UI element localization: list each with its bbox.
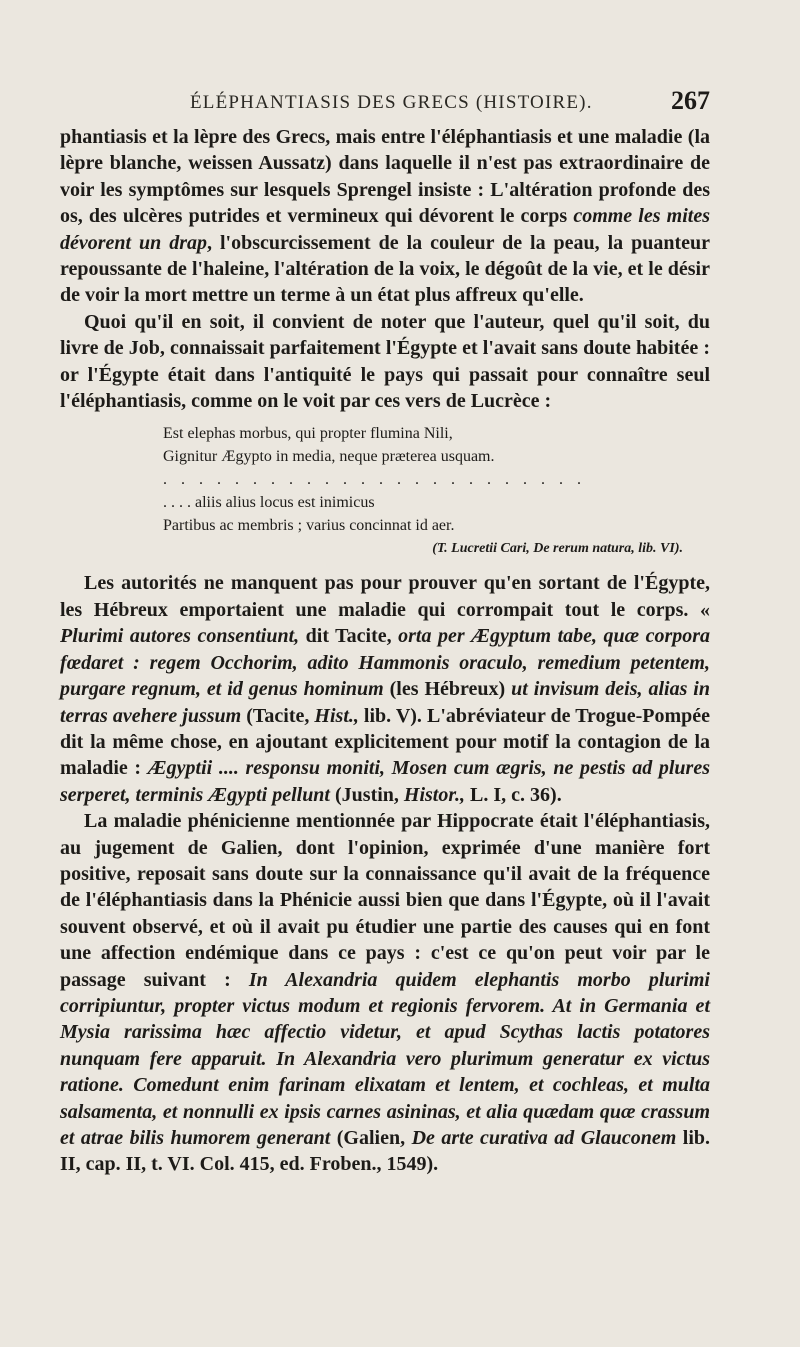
- page-header: [60, 86, 710, 120]
- body-text: [60, 124, 710, 1178]
- lucretius-quote: [163, 422, 683, 560]
- paragraph-4: La maladie phénicienne mentionnée par Hippocrate était l'éléphantiasis, au jugement de Galien, dont l'opinion, exprimée d'une manière fort positive, reposait sans doute sur la connaissance qu'il avait de la fréquence de l'éléphantiasis dans la Phénicie aussi bien que dans l'Égypte, où il l'avait souvent observé, et où il avait pu étudier une partie des causes qui en font une affection endémique dans ce pays : c'est ce qu'on peut voir par le passage suivant : In Alexandria quidem elephantis morbo plurimi corripiuntur, propter victus modum et regionis fervorem. At in Germania et Mysia rarissima hæc affectio videtur, et apud Scythas lactis potatores nunquam fere apparuit. In Alexandria vero plurimum generatur ex victus ratione. Comedunt enim farinam elixatam et lentem, et cochleas, et multa salsamenta, et nonnulli ex ipsis carnes asininas, et alia quædam quæ crassum et atrae bilis humorem generant (Galien, De arte curativa ad Glauconem lib. II, cap. II, t. VI. Col. 415, ed. Froben., 1549).: [60, 810, 710, 1176]
- page-number: 267: [671, 86, 710, 115]
- quote-ellipsis: . . . . . . . . . . . . . . . . . . . . . . . .: [163, 471, 586, 489]
- quote-line-4: Partibus ac membris ; varius concinnat id aer.: [163, 517, 455, 535]
- quote-attribution: (T. Lucretii Cari, De rerum natura, lib. VI).: [432, 541, 683, 557]
- paragraph-2: Quoi qu'il en soit, il convient de noter que l'auteur, quel qu'il soit, du livre de Job, connaissait parfaitement l'Égypte et l'avait sans doute habitée : or l'Égypte était dans l'antiquité le pays qui passait pour connaître seul l'éléphantiasis, comme on le voit par ces vers de Lucrèce :: [60, 310, 710, 413]
- running-title: ÉLÉPHANTIASIS DES GRECS (HISTOIRE).: [190, 92, 593, 113]
- quote-line-2: Gignitur Ægypto in media, neque præterea usquam.: [163, 448, 495, 466]
- paragraph-1: phantiasis et la lèpre des Grecs, mais entre l'éléphantiasis et une maladie (la lèpre blanche, weissen Aussatz) dans laquelle il n'est pas extraordinaire de voir les symptômes sur lesquels Sprengel insiste : L'altération profonde des os, des ulcères putrides et vermineux qui dévorent le corps comme les mites dévorent un drap, l'obscurcissement de la couleur de la peau, la puanteur repoussante de l'haleine, l'altération de la voix, le dégoût de la vie, et le désir de voir la mort mettre un terme à un état plus affreux qu'elle.: [60, 126, 710, 307]
- quote-line-1: Est elephas morbus, qui propter flumina Nili,: [163, 425, 453, 443]
- paragraph-3: Les autorités ne manquent pas pour prouver qu'en sortant de l'Égypte, les Hébreux emportaient une maladie qui corrompait tout le corps. « Plurimi autores consentiunt, dit Tacite, orta per Ægyptum tabe, quæ corpora fœdaret : regem Occhorim, adito Hammonis oraculo, remedium petentem, purgare regnum, et id genus hominum (les Hébreux) ut invisum deis, alias in terras avehere jussum (Tacite, Hist., lib. V). L'abréviateur de Trogue-Pompée dit la même chose, en ajoutant explicitement pour motif la contagion de la maladie : Ægyptii .... responsu moniti, Mosen cum ægris, ne pestis ad plures serperet, terminis Ægypti pellunt (Justin, Histor., L. I, c. 36).: [60, 572, 711, 806]
- quote-line-3: . . . . aliis alius locus est inimicus: [163, 494, 375, 512]
